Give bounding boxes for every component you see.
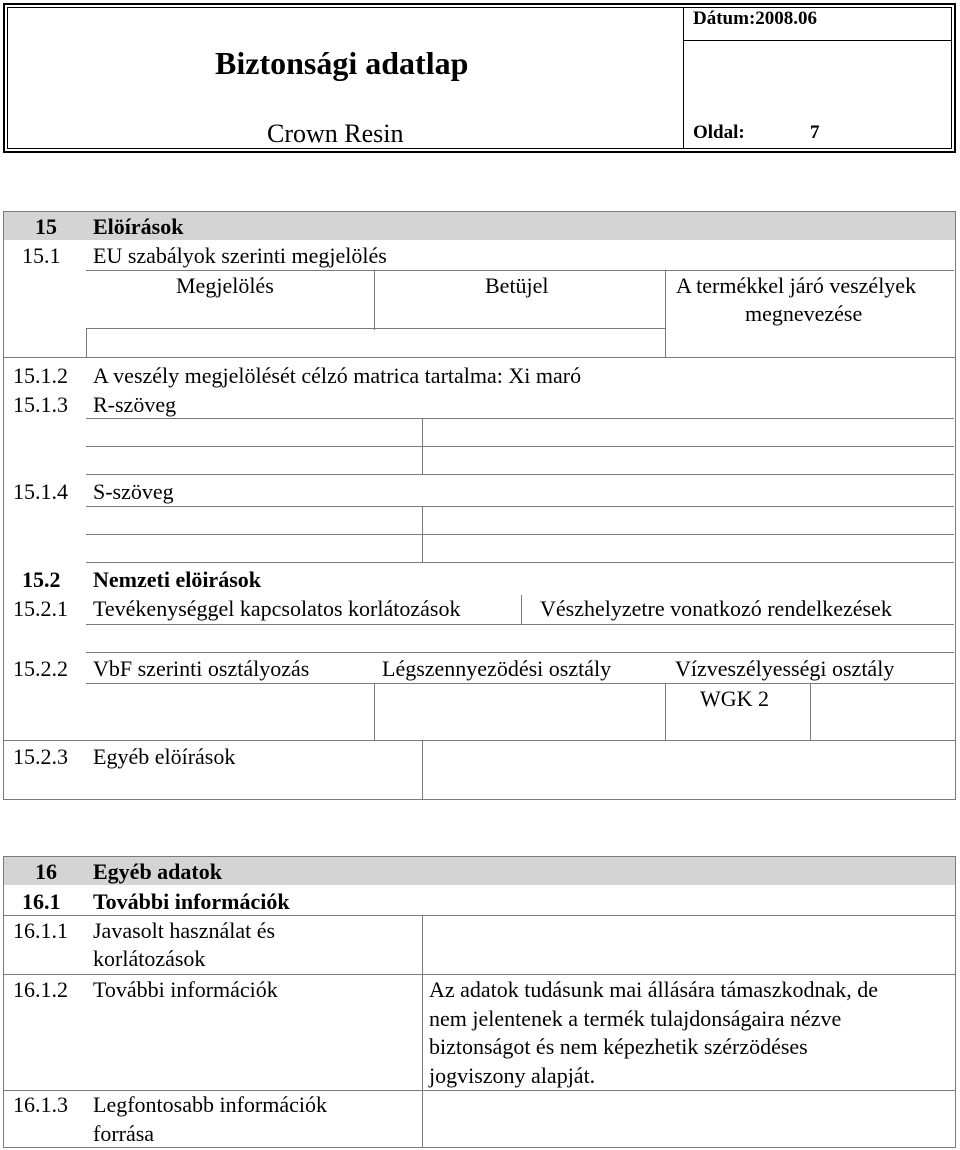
- subsection-15-2-title: Nemzeti elöirások: [93, 567, 261, 592]
- s-table-line-2: [86, 534, 954, 535]
- section-16-number: 16: [35, 859, 57, 884]
- eu-col-label-hazards-line1: A termékkel járó veszélyek: [676, 273, 917, 298]
- s-table-line-1: [86, 506, 954, 507]
- subsection-15-2-2-text: VbF szerinti osztályozás: [93, 656, 310, 681]
- subsection-15-2-number: 15.2: [22, 567, 61, 592]
- eu-col-label-designation: Megjelölés: [176, 273, 274, 298]
- eu-table-bottom-line: [4, 357, 955, 358]
- section-15-number: 15: [35, 214, 57, 239]
- page-label: Oldal:: [693, 122, 745, 143]
- subsection-16-1-3-text-line1: Legfontosabb információk: [93, 1092, 327, 1117]
- s222-col-divider-1: [374, 683, 375, 741]
- eu-table-col-divider-1: [374, 270, 375, 330]
- subsection-16-1-3-number: 16.1.3: [13, 1092, 68, 1117]
- r-table-col-divider: [422, 418, 423, 474]
- air-pollution-class-label: Légszennyezödési osztály: [382, 656, 612, 681]
- subsection-15-2-2-number: 15.2.2: [13, 656, 68, 681]
- date-label: Dátum:2008.06: [693, 8, 818, 29]
- eu-col-label-hazards-line2: megnevezése: [745, 301, 863, 326]
- s16-1-bottom-line: [4, 915, 955, 916]
- s-table-col-divider: [422, 506, 423, 562]
- section-15-title: Elöírások: [93, 214, 184, 239]
- subsection-15-2-1-number: 15.2.1: [13, 596, 68, 621]
- subsection-15-1-4-text: S-szöveg: [93, 479, 174, 504]
- s221-row-line-2: [86, 652, 954, 653]
- section-16-title: Egyéb adatok: [93, 859, 222, 884]
- subsection-15-1-3-text: R-szöveg: [93, 392, 177, 417]
- subsection-15-1-2-number: 15.1.2: [13, 363, 68, 388]
- water-hazard-class-value: WGK 2: [700, 686, 770, 711]
- subsection-16-1-1-number: 16.1.1: [13, 918, 68, 943]
- r-table-line-2: [86, 446, 954, 447]
- r-table-line-1: [86, 418, 954, 419]
- subsection-16-1-title: További információk: [93, 889, 290, 914]
- subsection-15-1-2-text: A veszély megjelölését célzó matrica tartalma: Xi maró: [93, 363, 582, 388]
- water-hazard-class-label: Vízveszélyességi osztály: [675, 656, 895, 681]
- subsection-15-2-1-text: Tevékenységgel kapcsolatos korlátozások: [93, 596, 461, 621]
- further-info-line-2: nem jelentenek a termék tulajdonságaira nézve: [429, 1006, 842, 1031]
- subsection-16-1-1-text-line2: korlátozások: [93, 946, 206, 971]
- header-divider: [683, 7, 684, 149]
- further-info-line-1: Az adatok tudásunk mai állására támaszkodnak, de: [429, 977, 879, 1002]
- s222-bottom-line: [4, 740, 955, 741]
- s-table-line-3: [86, 562, 954, 563]
- product-name: Crown Resin: [267, 119, 404, 148]
- subsection-15-2-3-text: Egyéb elöírások: [93, 744, 236, 769]
- header-date-divider: [683, 40, 952, 41]
- subsection-15-2-1-emergency-text: Vészhelyzetre vonatkozó rendelkezések: [540, 596, 892, 621]
- eu-table-left-line: [86, 328, 87, 358]
- subsection-16-1-2-text: További információk: [93, 977, 278, 1002]
- s221-col-divider: [521, 595, 522, 625]
- eu-col-label-symbol: Betüjel: [485, 273, 549, 298]
- subsection-15-1-title: EU szabályok szerinti megjelölés: [93, 243, 387, 268]
- r-table-line-3: [86, 474, 954, 475]
- subsection-16-1-2-number: 16.1.2: [13, 977, 68, 1002]
- further-info-line-3: biztonságot és nem képezhetik szérzödéses: [429, 1034, 808, 1059]
- s222-col-divider-2: [665, 683, 666, 741]
- subsection-15-1-4-number: 15.1.4: [13, 479, 68, 504]
- subsection-16-1-3-text-line2: forrása: [93, 1121, 155, 1146]
- s222-col-divider-3: [810, 683, 811, 741]
- s221-row-line-1: [86, 624, 954, 625]
- eu-table-top-line: [86, 270, 954, 271]
- subsection-15-1-3-number: 15.1.3: [13, 392, 68, 417]
- s222-row-line: [86, 683, 954, 684]
- subsection-15-2-3-number: 15.2.3: [13, 744, 68, 769]
- s223-col-divider: [422, 740, 423, 799]
- s16-1-1-bottom-line: [4, 974, 955, 975]
- page-number: 7: [810, 122, 820, 143]
- further-info-line-4: jogviszony alapját.: [429, 1063, 596, 1088]
- document-title: Biztonsági adatlap: [215, 45, 469, 81]
- subsection-16-1-1-text-line1: Javasolt használat és: [93, 918, 276, 943]
- s16-col-divider: [422, 915, 423, 1147]
- subsection-16-1-number: 16.1: [22, 889, 61, 914]
- eu-table-col-divider-2: [665, 270, 666, 358]
- subsection-15-1-number: 15.1: [22, 243, 61, 268]
- eu-table-row-line: [86, 328, 665, 329]
